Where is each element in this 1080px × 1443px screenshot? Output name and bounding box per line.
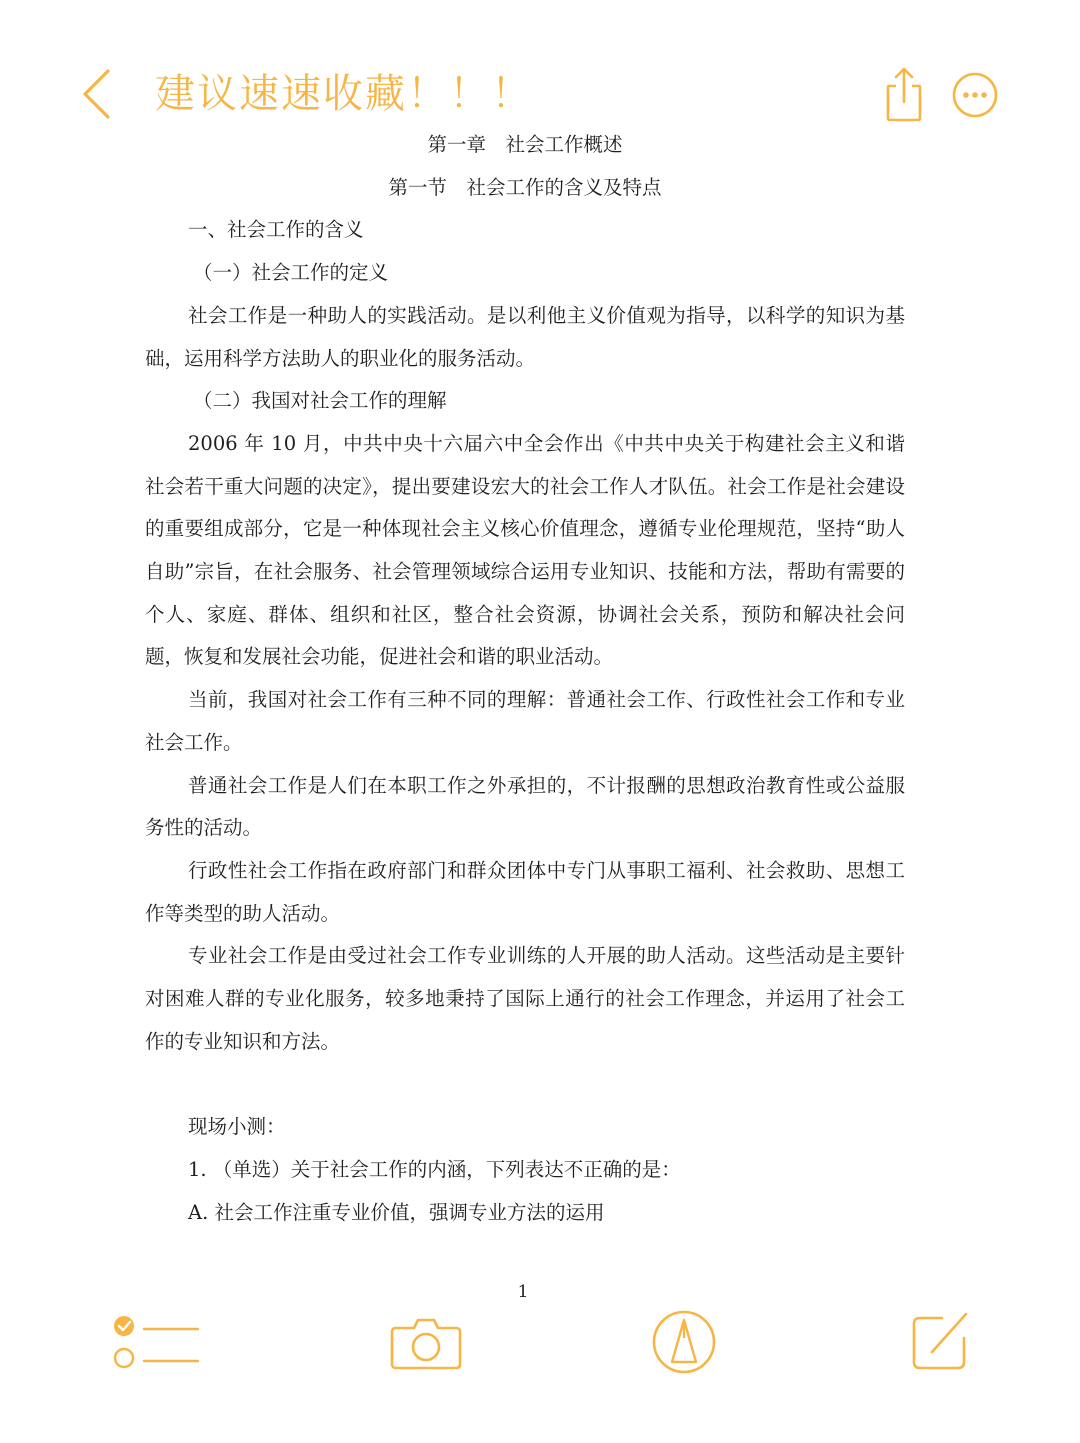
camera-icon	[388, 1314, 464, 1372]
more-icon	[950, 70, 1000, 120]
compose-icon	[908, 1310, 972, 1374]
paragraph-three-understandings: 当前，我国对社会工作有三种不同的理解：普通社会工作、行政性社会工作和专业社会工作。	[145, 688, 905, 754]
paragraph-general-social-work: 普通社会工作是人们在本职工作之外承担的，不计报酬的思想政治教育性或公益服务性的活动。	[145, 773, 905, 840]
checklist-icon	[108, 1312, 204, 1376]
pen-nib-icon	[650, 1308, 718, 1376]
subheading-understanding: （二）我国对社会工作的理解	[193, 389, 447, 413]
markup-button[interactable]	[650, 1308, 718, 1376]
compose-button[interactable]	[908, 1310, 972, 1374]
section-title: 第一节 社会工作的含义及特点	[388, 175, 662, 199]
note-title: 建议速速收藏！！！	[155, 71, 533, 117]
paragraph-2006-decision: 2006 年 10 月，中共中央十六届六中全会作出《中共中央关于构建社会主义和谐社会若干重大问题的决定》，提出要建设宏大的社会工作人才队伍。社会工作是社会建设的重要组成部分，它是一种体现社会主义核心价值理念，遵循专业伦理规范，坚持“助人自助”宗旨，在社会服务、社会管理领域综合运用专业知识、技能和方法，帮助有需要的个人、家庭、群体、组织和社区，整合社会资源，协调社会关系，预防和解决社会问题，恢复和发展社会功能，促进社会和谐的职业活动。	[145, 431, 905, 669]
back-button[interactable]	[72, 62, 132, 126]
camera-button[interactable]	[388, 1314, 464, 1372]
paragraph-administrative-social-work: 行政性社会工作指在政府部门和群众团体中专门从事职工福利、社会救助、思想工作等类型的助人活动。	[145, 858, 905, 925]
quiz-option-a: A. 社会工作注重专业价值，强调专业方法的运用	[188, 1200, 605, 1224]
share-button[interactable]	[880, 64, 928, 124]
subheading-definition: （一）社会工作的定义	[193, 261, 389, 285]
document-content	[145, 124, 905, 1234]
checklist-button[interactable]	[108, 1312, 204, 1376]
blank-line	[145, 1063, 905, 1106]
heading-meaning: 一、社会工作的含义	[188, 218, 364, 242]
chapter-title: 第一章 社会工作概述	[427, 133, 623, 156]
quiz-question-1: 1. （单选）关于社会工作的内涵，下列表达不正确的是：	[188, 1157, 681, 1181]
more-options-button[interactable]	[950, 70, 1000, 120]
share-icon	[880, 64, 928, 124]
bottom-toolbar	[0, 1300, 1080, 1400]
paragraph-professional-social-work: 专业社会工作是由受过社会工作专业训练的人开展的助人活动。这些活动是主要针对困难人群的专业化服务，较多地秉持了国际上通行的社会工作理念，并运用了社会工作的专业知识和方法。	[145, 944, 905, 1053]
chevron-left-icon	[72, 62, 132, 126]
top-navigation-bar	[0, 0, 1080, 130]
paragraph-definition: 社会工作是一种助人的实践活动。是以利他主义价值观为指导，以科学的知识为基础，运用科学方法助人的职业化的服务活动。	[145, 303, 905, 370]
quiz-title: 现场小测：	[188, 1115, 286, 1139]
page-number: 1	[517, 1282, 529, 1302]
